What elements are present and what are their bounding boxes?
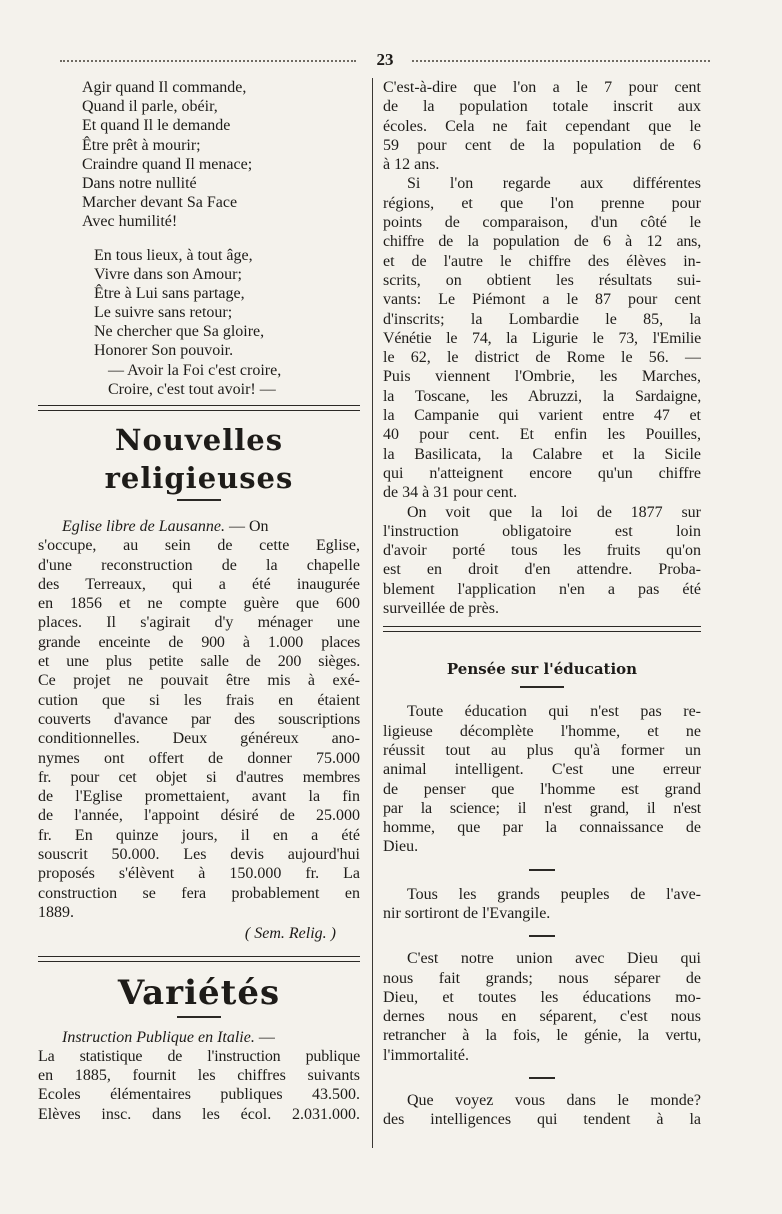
article-line: surveillée de près. [383,600,499,618]
poem-line: Être à Lui sans partage, [94,284,245,302]
article-line: des intelligences qui tendent à la [383,1111,701,1129]
poem-line: Ne chercher que Sa gloire, [94,323,265,341]
article-line: cution que si les frais en étaient [38,691,360,709]
poem-line: Quand il parle, obéir, [82,98,218,116]
article-line: écoles. Cela ne fait cependant que le [383,117,701,135]
article-line: blement l'application n'en a pas été [383,580,701,598]
poem-line: — Avoir la Foi c'est croire, [108,361,282,379]
article-line: nymes ont offert de donner 75.000 [38,749,360,767]
article-line: 59 pour cent de la population de 6 [383,136,701,154]
poem-line: Le suivre sans retour; [94,304,233,322]
article-line: la Campanie qui varient entre 47 et [383,407,701,425]
right-column [383,78,701,1130]
article-line: Que voyez vous dans le monde? [407,1092,701,1110]
article-line: l'immortalité. [383,1046,469,1064]
poem-line: Vivre dans son Amour; [94,265,242,283]
article-line: nous fait grands; nous séparer de [383,969,701,987]
article-line: la Toscane, les Abruzzi, la Sardaigne, [383,387,701,405]
pensee-article [383,702,701,1129]
poem-line: Dans notre nullité [82,174,197,192]
poem-line: Être prêt à mourir; [82,136,201,154]
left-column [38,78,360,1124]
article-line: des Terreaux, qui a été inaugurée [38,575,360,593]
article-line: 1889. [38,903,74,921]
article-line: Elèves insc. dans les écol. 2.031.000. [38,1105,360,1123]
article-line: La statistique de l'instruction publique [38,1047,360,1065]
article-lead-rest: — On [224,518,269,535]
article-line: ligieuse décomplète l'homme, et ne [383,722,701,740]
article-line: d'avoir porté tous les fruits qu'on [383,542,701,560]
article-line: de l'année, l'appoint désiré de 25.000 [38,807,360,825]
article-line: Toute éducation qui n'est pas re- [407,703,701,721]
article-line: en 1885, fournit les chiffres suivants [38,1067,360,1085]
article-line: de la population totale inscrit aux [383,98,701,116]
article-line: la Basilicata, la Calabre et la Sicile [383,445,701,463]
article-line: couverts d'avance par des souscriptions [38,710,360,728]
article-line: 40 pour cent. Et enfin les Pouilles, [383,426,701,444]
article-line: C'est-à-dire que l'on a le 7 pour cent [383,79,701,96]
poem [38,78,360,399]
page-header [60,50,710,70]
article-line: d'une reconstruction de la chapelle [38,556,360,574]
varietes-article [38,1028,360,1124]
article-lead: Eglise libre de Lausanne. [62,518,225,535]
article-line: Dieu, et toutes les éducations mo- [383,988,701,1006]
article-line: points de comparaison, d'un côté le [383,214,701,232]
poem-line: Avec humilité! [82,213,178,231]
article-line: de penser que l'homme est grand [383,780,701,798]
nouvelles-title: Nouvelles religieuses [104,423,294,495]
article-line: de l'Eglise promettaient, avant la fin [38,788,360,806]
title-underline [177,499,221,501]
article-line: nir sortiront de l'Evangile. [383,904,551,922]
article-line: Puis viennent l'Ombrie, les Marches, [383,368,701,386]
separator-dash [529,869,555,871]
poem-line: Craindre quand Il menace; [82,155,253,173]
separator-dash [529,935,555,937]
article-line: s'occupe, au sein de cette Eglise, [38,537,360,555]
poem-line: Croire, c'est tout avoir! — [108,380,276,398]
section-divider [38,956,360,962]
article-line: homme, que par la connaissance de [383,819,701,837]
article-line: d'inscrits; la Lombardie le 85, la [383,310,701,328]
article-line: Tous les grands peuples de l'ave- [407,885,701,903]
article-line: Vénétie le 74, la Ligurie le 73, l'Emilie [383,329,701,347]
article-line: Si l'on regarde aux différentes [407,175,701,193]
article-line: retrancher à la fois, le génie, la vertu, [383,1027,701,1045]
poem-line: Et quand Il le demande [82,117,231,135]
varietes-title: Variétés [117,972,281,1013]
title-underline [177,1016,221,1018]
article-line: proposés s'élèvent à 150.000 fr. La [38,865,360,883]
article-line: On voit que la loi de 1877 sur [407,503,701,521]
article-line: dernes nous en séparent, c'est nous [383,1008,701,1026]
poem-line: En tous lieux, à tout âge, [94,246,253,264]
article-line: à 12 ans. [383,156,440,174]
nouvelles-article [38,517,360,944]
article-source: ( Sem. Relig. ) [244,925,336,943]
article-line: grande enceinte de 900 à 1.000 places [38,633,360,651]
article-first-line [38,1028,360,1047]
column-divider [372,78,373,1148]
article-line: construction se fera probablement en [38,884,360,902]
article-line: l'instruction obligatoire est loin [383,522,701,540]
article-line: qui n'atteignent encore qu'un chiffre [383,464,701,482]
section-divider [383,626,701,632]
article-line: par la science; il n'est grand, il n'est [383,799,701,817]
page-number: 23 [376,50,394,69]
header-ornament-right [412,60,710,62]
article-line: et de l'autre le chiffre des élèves in- [383,252,701,270]
article-line: régions, et que l'on prenne pour [383,194,701,212]
poem-line: Marcher devant Sa Face [82,194,238,212]
article-line: animal intelligent. C'est une erreur [383,761,701,779]
article-line: et une plus petite salle de 200 sièges. [38,653,360,671]
article-line: fr. pour cet objet si d'autres membres [38,768,360,786]
article-line: places. Il s'agirait d'y ménager une [38,614,360,632]
article-line: Dieu. [383,838,419,856]
article-line: chiffre de la population de 6 à 12 ans, [383,233,701,251]
article-line: C'est notre union avec Dieu qui [407,950,701,968]
article-line: réussit tout au plus qu'à former un [383,741,701,759]
article-line: Ecoles élémentaires publiques 43.500. [38,1086,360,1104]
article-line: fr. En quinze jours, il en a été [38,826,360,844]
pensee-title: Pensée sur l'éducation [446,660,638,679]
article-lead: Instruction Publique en Italie. [62,1028,255,1046]
article-line: est en droit d'en attendre. Proba- [383,561,701,579]
separator-dash [529,1077,555,1079]
article-line: de 34 à 31 pour cent. [383,484,518,502]
article-line: le 62, le district de Rome le 56. — [383,349,701,367]
header-ornament-left [60,60,356,62]
article-lead-rest: — [254,1028,275,1046]
article-line: souscrit 50.000. Les devis aujourd'hui [38,846,360,864]
article-line: Ce projet ne pouvait être mis à exé- [38,672,360,690]
poem-line: Honorer Son pouvoir. [94,342,234,360]
poem-line: Agir quand Il commande, [82,79,247,96]
article-first-line [38,517,360,536]
title-underline [520,686,564,688]
article-line: scrits, on obtient les résultats sui- [383,271,701,289]
article-line: conditionnelles. Deux généreux ano- [38,730,360,748]
italy-article-continued [383,78,701,618]
section-divider [38,405,360,411]
article-line: en 1856 et ne compte guère que 600 [38,595,360,613]
article-line: vants: Le Piémont a le 87 pour cent [383,291,701,309]
